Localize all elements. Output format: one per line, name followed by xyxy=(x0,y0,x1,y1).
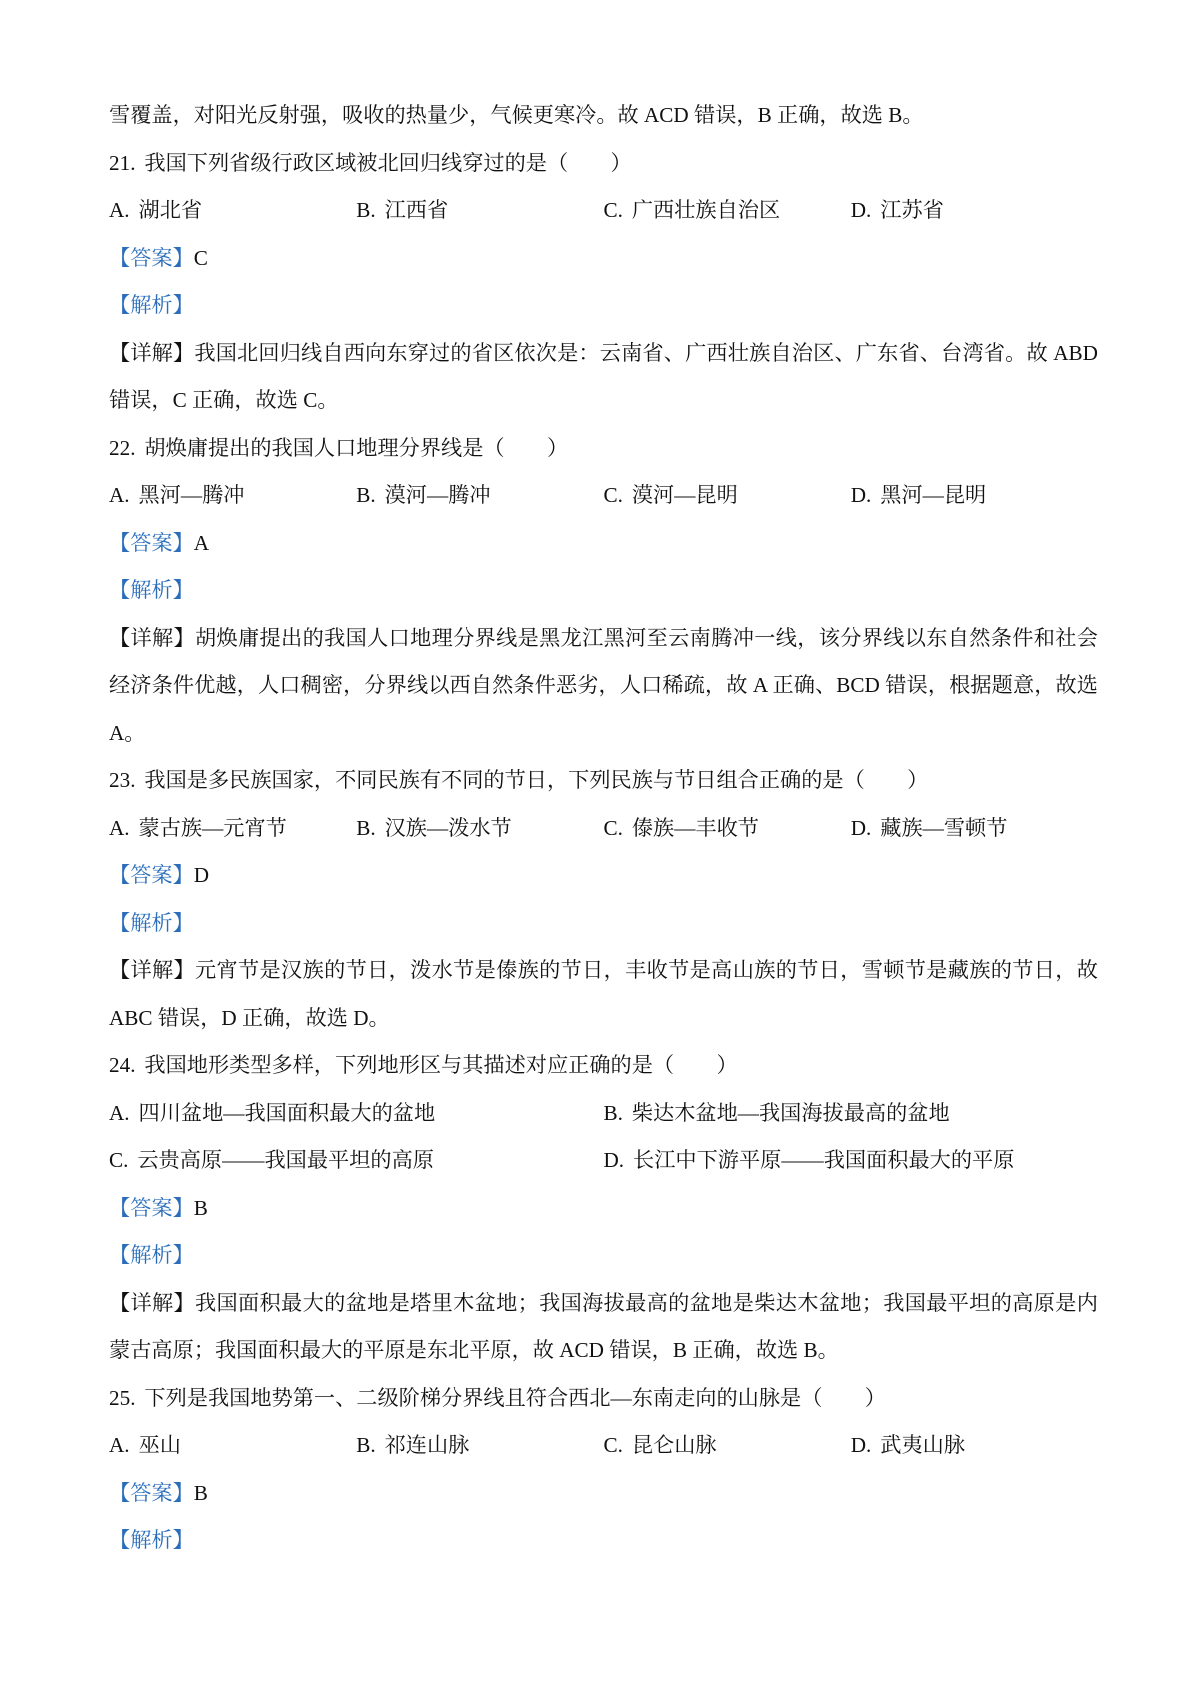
detail-line: 经济条件优越，人口稠密，分界线以西自然条件恶劣，人口稀疏，故 A 正确、BCD 错误，根据题意，故选 xyxy=(109,673,1098,697)
option-text: 四川盆地—我国面积最大的盆地 xyxy=(138,1100,436,1125)
option-text: 长江中下游平原——我国面积最大的平原 xyxy=(633,1148,1015,1172)
detail-line: 蒙古高原；我国面积最大的平原是东北平原，故 ACD 错误，B 正确，故选 B。 xyxy=(109,1338,839,1362)
option-text: 漠河—腾冲 xyxy=(384,483,491,507)
detail-line xyxy=(109,947,1098,995)
option-d xyxy=(851,805,1098,853)
option-text: 蒙古族—元宵节 xyxy=(138,815,287,840)
option-text: 江苏省 xyxy=(880,198,944,222)
question-24 xyxy=(109,1042,1098,1375)
option-text: 黑河—腾冲 xyxy=(138,483,245,507)
question-text: 我国是多民族国家，不同民族有不同的节日，下列民族与节日组合正确的是（ ） xyxy=(144,768,929,792)
option-letter: A. xyxy=(109,815,130,840)
option-c xyxy=(604,805,851,853)
answer-line xyxy=(109,1185,1098,1233)
option-letter: C. xyxy=(603,1433,623,1457)
detail-text: 胡焕庸提出的我国人口地理分界线是黑龙江黑河至云南腾冲一线，该分界线以东自然条件和社会 xyxy=(195,625,1098,650)
option-letter: D. xyxy=(850,815,872,840)
option-letter: B. xyxy=(356,198,376,222)
option-text: 云贵高原——我国最平坦的高原 xyxy=(137,1148,434,1172)
analysis-label: 【解析】 xyxy=(109,910,194,935)
detail-line: 错误，C 正确，故选 C。 xyxy=(109,388,339,412)
option-letter: B. xyxy=(356,815,376,840)
question-23 xyxy=(109,757,1098,1042)
option-text: 黑河—昆明 xyxy=(880,483,987,507)
question-number: 22. xyxy=(109,435,136,460)
option-d xyxy=(851,472,1098,520)
options-row xyxy=(109,805,1098,853)
option-text: 巫山 xyxy=(138,1433,181,1457)
detail-line: ABC 错误，D 正确，故选 D。 xyxy=(109,1005,390,1030)
analysis-label: 【解析】 xyxy=(109,1243,194,1267)
question-stem xyxy=(109,757,1098,805)
detail-text: 元宵节是汉族的节日，泼水节是傣族的节日，丰收节是高山族的节日，雪顿节是藏族的节日，故 xyxy=(195,958,1098,982)
detail-label: 【详解】 xyxy=(109,625,196,650)
answer-label: 【答案】 xyxy=(109,863,194,887)
question-text: 下列是我国地势第一、二级阶梯分界线且符合西北—东南走向的山脉是（ ） xyxy=(144,1385,886,1410)
option-letter: C. xyxy=(603,815,623,840)
answer-value: A xyxy=(193,530,210,555)
options-row xyxy=(109,472,1098,520)
option-a xyxy=(109,472,356,520)
option-c xyxy=(604,187,851,235)
option-text: 柴达木盆地—我国海拔最高的盆地 xyxy=(631,1100,950,1125)
option-letter: A. xyxy=(109,1433,130,1457)
option-a xyxy=(109,1090,604,1138)
question-text: 我国下列省级行政区域被北回归线穿过的是（ ） xyxy=(144,150,632,175)
question-text: 胡焕庸提出的我国人口地理分界线是（ ） xyxy=(144,435,569,460)
option-text: 漠河—昆明 xyxy=(631,483,738,507)
question-22 xyxy=(109,425,1098,758)
options-row xyxy=(109,1090,1098,1138)
option-text: 湖北省 xyxy=(138,198,203,222)
continuation-text: 雪覆盖，对阳光反射强，吸收的热量少，气候更寒冷。故 ACD 错误，B 正确，故选 B。 xyxy=(109,103,924,127)
question-25 xyxy=(109,1375,1098,1565)
option-b xyxy=(356,472,603,520)
question-21 xyxy=(109,140,1098,425)
answer-value: B xyxy=(193,1480,208,1505)
detail-label: 【详解】 xyxy=(109,340,195,365)
detail-line xyxy=(109,330,1098,378)
option-letter: C. xyxy=(603,483,623,507)
option-letter: D. xyxy=(850,483,872,507)
option-letter: B. xyxy=(603,1100,623,1125)
question-stem xyxy=(109,140,1098,188)
option-text: 傣族—丰收节 xyxy=(631,815,759,840)
answer-label: 【答案】 xyxy=(109,1195,194,1220)
option-letter: B. xyxy=(356,483,376,507)
document-body xyxy=(109,92,1098,1565)
option-letter: A. xyxy=(109,483,130,507)
detail-label: 【详解】 xyxy=(109,1290,196,1315)
detail-text: 我国面积最大的盆地是塔里木盆地；我国海拔最高的盆地是柴达木盆地；我国最平坦的高原是内 xyxy=(195,1290,1098,1315)
analysis-label: 【解析】 xyxy=(109,1528,194,1552)
option-c xyxy=(109,1137,604,1185)
detail-text: 我国北回归线自西向东穿过的省区依次是：云南省、广西壮族自治区、广东省、台湾省。故 ABD xyxy=(194,340,1098,365)
option-letter: C. xyxy=(603,198,623,222)
option-c xyxy=(604,1422,851,1470)
option-text: 祁连山脉 xyxy=(384,1433,470,1457)
question-number: 25. xyxy=(109,1385,136,1410)
question-number: 21. xyxy=(109,150,136,175)
answer-label: 【答案】 xyxy=(109,530,194,555)
option-text: 广西壮族自治区 xyxy=(631,198,781,222)
detail-line: A。 xyxy=(109,720,146,745)
option-d xyxy=(851,1422,1098,1470)
option-letter: A. xyxy=(109,1100,130,1125)
option-c xyxy=(604,472,851,520)
detail-line xyxy=(109,615,1098,663)
question-stem xyxy=(109,425,1098,473)
answer-label: 【答案】 xyxy=(109,1480,194,1505)
option-letter: D. xyxy=(850,198,872,222)
question-number: 23. xyxy=(109,768,136,792)
detail-label: 【详解】 xyxy=(109,958,196,982)
option-a xyxy=(109,1422,356,1470)
answer-line xyxy=(109,235,1098,283)
answer-value: B xyxy=(193,1195,208,1220)
question-stem xyxy=(109,1042,1098,1090)
analysis-label: 【解析】 xyxy=(109,293,194,317)
option-letter: A. xyxy=(109,198,130,222)
question-text: 我国地形类型多样，下列地形区与其描述对应正确的是（ ） xyxy=(144,1053,738,1077)
answer-value: D xyxy=(193,863,210,887)
answer-line xyxy=(109,852,1098,900)
answer-line xyxy=(109,1470,1098,1518)
answer-value: C xyxy=(193,245,208,270)
options-row xyxy=(109,1137,1098,1185)
option-text: 武夷山脉 xyxy=(880,1433,966,1457)
option-a xyxy=(109,805,356,853)
option-text: 昆仑山脉 xyxy=(631,1433,717,1457)
option-b xyxy=(356,187,603,235)
options-row xyxy=(109,1422,1098,1470)
option-d xyxy=(851,187,1098,235)
option-b xyxy=(356,1422,603,1470)
question-number: 24. xyxy=(109,1053,136,1077)
option-b xyxy=(604,1090,1099,1138)
analysis-label: 【解析】 xyxy=(109,578,194,602)
option-letter: B. xyxy=(356,1433,376,1457)
detail-line xyxy=(109,1280,1098,1328)
question-stem xyxy=(109,1375,1098,1423)
option-b xyxy=(356,805,603,853)
option-text: 江西省 xyxy=(384,198,449,222)
option-letter: C. xyxy=(109,1148,129,1172)
answer-line xyxy=(109,520,1098,568)
option-a xyxy=(109,187,356,235)
answer-label: 【答案】 xyxy=(109,245,194,270)
option-d xyxy=(604,1137,1099,1185)
option-text: 藏族—雪顿节 xyxy=(880,815,1008,840)
option-text: 汉族—泼水节 xyxy=(384,815,512,840)
options-row xyxy=(109,187,1098,235)
option-letter: D. xyxy=(603,1148,625,1172)
option-letter: D. xyxy=(850,1433,872,1457)
